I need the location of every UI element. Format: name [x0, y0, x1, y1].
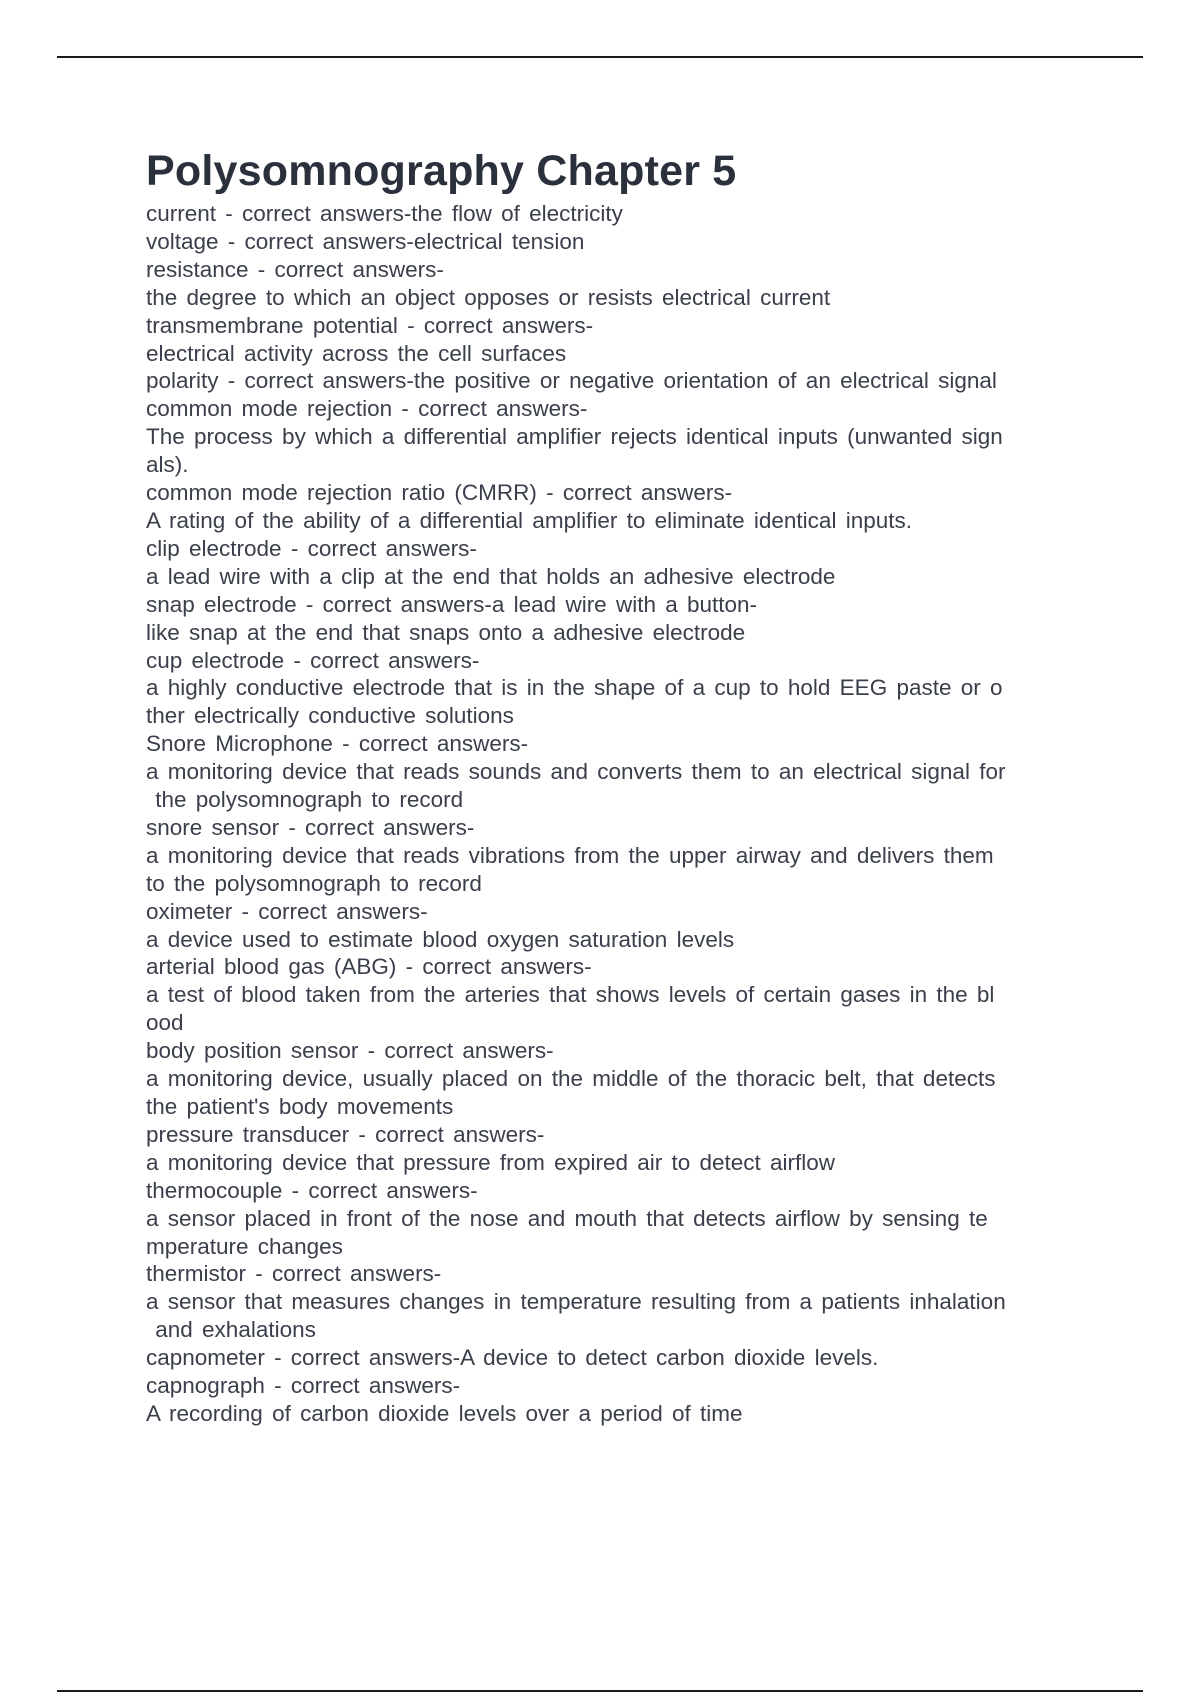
text-line: Snore Microphone - correct answers- — [146, 731, 529, 757]
top-divider — [57, 56, 1143, 58]
text-line: als). — [146, 452, 189, 478]
text-line: a test of blood taken from the arteries that shows levels of certain gases in the bl — [146, 982, 995, 1008]
text-line: a sensor that measures changes in temperature resulting from a patients inhalation — [146, 1289, 1006, 1315]
text-line: a device used to estimate blood oxygen saturation levels — [146, 926, 735, 952]
text-line: common mode rejection ratio (CMRR) - correct answers- — [146, 480, 733, 506]
bottom-divider — [57, 1690, 1143, 1692]
text-line: and exhalations — [146, 1317, 316, 1343]
text-line: resistance - correct answers- — [146, 256, 444, 282]
text-line: body position sensor - correct answers- — [146, 1038, 554, 1064]
page-title: Polysomnography Chapter 5 — [146, 147, 737, 195]
text-line: a highly conductive electrode that is in the shape of a cup to hold EEG paste or o — [146, 675, 1003, 701]
text-line: thermocouple - correct answers- — [146, 1177, 478, 1203]
text-line: a monitoring device that reads sounds and converts them to an electrical signal for — [146, 759, 1006, 785]
text-line: snore sensor - correct answers- — [146, 814, 475, 840]
text-line: to the polysomnograph to record — [146, 870, 482, 896]
text-line: capnograph - correct answers- — [146, 1373, 461, 1399]
text-line: A recording of carbon dioxide levels over a period of time — [146, 1400, 743, 1426]
text-line: cup electrode - correct answers- — [146, 647, 480, 673]
text-line: snap electrode - correct answers-a lead wire with a button- — [146, 591, 758, 617]
text-line: a sensor placed in front of the nose and mouth that detects airflow by sensing te — [146, 1205, 988, 1231]
text-line: a monitoring device that pressure from expired air to detect airflow — [146, 1149, 836, 1175]
document-body — [146, 200, 1086, 1428]
text-line: ood — [146, 1010, 184, 1036]
text-line: polarity - correct answers-the positive or negative orientation of an electrical signal — [146, 368, 997, 394]
text-line: A rating of the ability of a differential amplifier to eliminate identical inputs. — [146, 507, 912, 533]
text-line: current - correct answers-the flow of electricity — [146, 201, 623, 226]
text-line: mperature changes — [146, 1233, 343, 1259]
text-line: electrical activity across the cell surfaces — [146, 340, 567, 366]
text-line: like snap at the end that snaps onto a adhesive electrode — [146, 619, 746, 645]
text-line: transmembrane potential - correct answers- — [146, 312, 594, 338]
text-line: arterial blood gas (ABG) - correct answers- — [146, 954, 592, 980]
text-line: clip electrode - correct answers- — [146, 535, 477, 561]
text-line: voltage - correct answers-electrical tension — [146, 228, 585, 254]
text-line: capnometer - correct answers-A device to detect carbon dioxide levels. — [146, 1345, 879, 1371]
text-line: The process by which a differential amplifier rejects identical inputs (unwanted sign — [146, 424, 1003, 450]
text-line: a monitoring device that reads vibrations from the upper airway and delivers them — [146, 842, 994, 868]
text-line: thermistor - correct answers- — [146, 1261, 442, 1287]
text-line: a lead wire with a clip at the end that holds an adhesive electrode — [146, 563, 836, 589]
text-line: ther electrically conductive solutions — [146, 703, 514, 729]
text-line: oximeter - correct answers- — [146, 898, 428, 924]
text-line: the degree to which an object opposes or resists electrical current — [146, 284, 831, 310]
text-line: the patient's body movements — [146, 1094, 454, 1119]
text-line: a monitoring device, usually placed on the middle of the thoracic belt, that detects — [146, 1066, 996, 1092]
text-line: the polysomnograph to record — [146, 787, 464, 813]
text-line: pressure transducer - correct answers- — [146, 1121, 545, 1147]
text-line: common mode rejection - correct answers- — [146, 396, 588, 422]
